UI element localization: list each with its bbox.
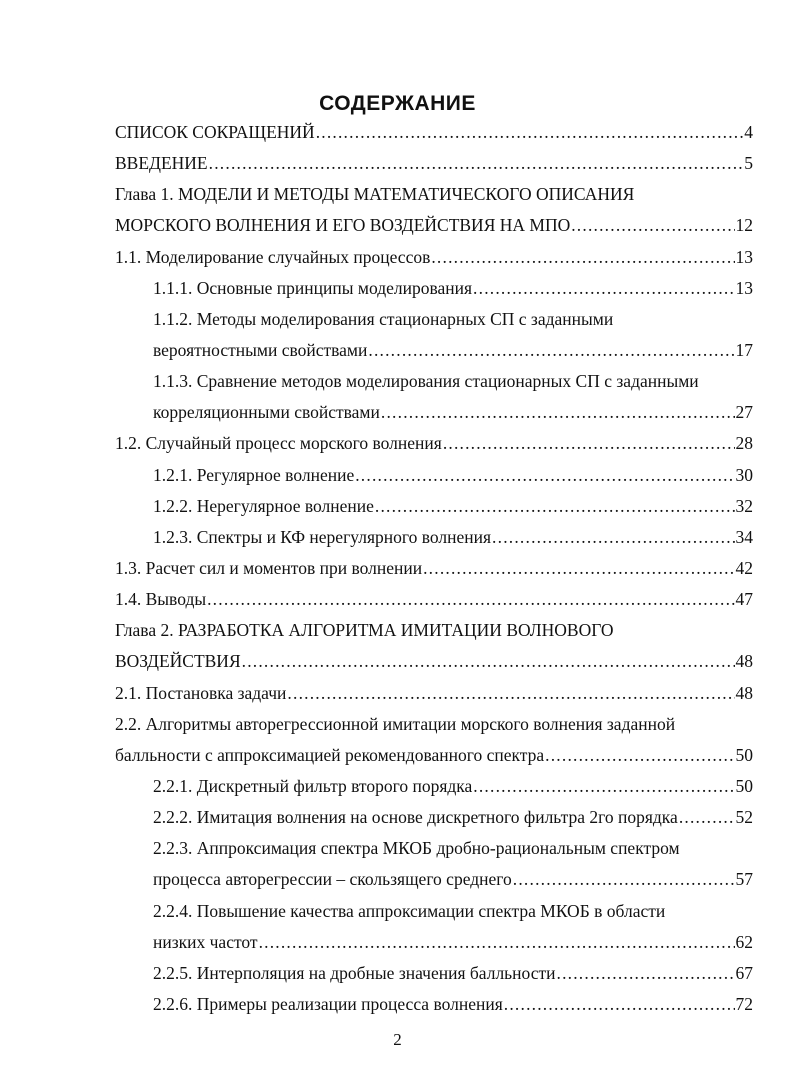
dot-leader: [381, 397, 735, 428]
toc-entry-text: корреляционными свойствами: [153, 402, 380, 423]
toc-entry-text: 1.2.2. Нерегулярное волнение: [153, 495, 374, 516]
page-number: 2: [393, 1030, 402, 1049]
toc-entry: [115, 491, 753, 522]
toc-entry: [115, 242, 753, 273]
toc-entry-text: 2.2.6. Примеры реализации процесса волнения: [153, 993, 503, 1014]
toc-entry-line: [115, 864, 753, 895]
toc-entry-line: [115, 678, 753, 709]
dot-leader: [571, 210, 734, 241]
toc-entry-line: [115, 615, 753, 646]
toc-entry-page: 62: [735, 931, 753, 952]
dot-leader: [504, 989, 735, 1020]
dot-leader: [242, 646, 735, 677]
toc-entry-text: 1.2.3. Спектры и КФ нерегулярного волнения: [153, 526, 492, 547]
toc-entry-line: [115, 210, 753, 241]
toc-entry-text: ВОЗДЕЙСТВИЯ: [115, 651, 241, 672]
toc-entry-page: 5: [744, 153, 753, 174]
toc-entry-text: 2.2.5. Интерполяция на дробные значения балльности: [153, 962, 556, 983]
dot-leader: [513, 864, 735, 895]
toc-entry-line: [115, 553, 753, 584]
toc-entry-line: [115, 646, 753, 677]
toc-entry-line: [115, 802, 753, 833]
toc-entry-text: 2.2.2. Имитация волнения на основе дискретного фильтра 2го порядка: [153, 807, 678, 828]
dot-leader: [557, 958, 735, 989]
toc-entry-text: ВВЕДЕНИЕ: [115, 153, 208, 174]
toc-entry-page: 13: [735, 246, 753, 267]
toc-entry-text: 2.2. Алгоритмы авторегрессионной имитации морского волнения заданной: [115, 713, 676, 734]
toc-entry-text: МОРСКОГО ВОЛНЕНИЯ И ЕГО ВОЗДЕЙСТВИЯ НА МПО: [115, 215, 571, 236]
toc-entry: [115, 304, 753, 366]
dot-leader: [679, 802, 735, 833]
toc-entry-text: 1.2.1. Регулярное волнение: [153, 464, 355, 485]
toc-entry-page: 57: [735, 869, 753, 890]
toc-entry-line: [115, 896, 753, 927]
toc-title: СОДЕРЖАНИЕ: [319, 92, 476, 115]
dot-leader: [492, 522, 734, 553]
toc-entry: [115, 522, 753, 553]
toc-entry-line: [115, 397, 753, 428]
toc-entry-text: 2.1. Постановка задачи: [115, 682, 287, 703]
toc-entry-line: [115, 491, 753, 522]
toc-entry-page: 72: [735, 993, 753, 1014]
toc-entry: [115, 771, 753, 802]
toc-entry: [115, 179, 753, 241]
toc-entry-line: [115, 989, 753, 1020]
toc-entry-text: вероятностными свойствами: [153, 339, 368, 360]
toc-entry-line: [115, 771, 753, 802]
toc-entry-page: 52: [735, 807, 753, 828]
toc-entry-line: [115, 709, 753, 740]
toc-entry-line: [115, 522, 753, 553]
toc-entry: [115, 989, 753, 1020]
toc-entry-line: [115, 428, 753, 459]
toc-entry-page: 28: [735, 433, 753, 454]
toc-entry-text: 1.1.1. Основные принципы моделирования: [153, 277, 473, 298]
toc-entry-line: [115, 148, 753, 179]
toc-entry-text: 1.2. Случайный процесс морского волнения: [115, 433, 442, 454]
toc-entry-page: 17: [735, 339, 753, 360]
dot-leader: [375, 491, 735, 522]
dot-leader: [368, 335, 734, 366]
toc-entry: [115, 273, 753, 304]
toc-entry-text: 1.4. Выводы: [115, 589, 207, 610]
toc-entry: [115, 678, 753, 709]
toc-entry: [115, 428, 753, 459]
dot-leader: [423, 553, 734, 584]
toc-entry-text: балльности с аппроксимацией рекомендованного спектра: [115, 744, 545, 765]
toc-entry-text: 2.2.3. Аппроксимация спектра МКОБ дробно-рациональным спектром: [153, 838, 680, 859]
toc-entry-line: [115, 460, 753, 491]
toc-entry-text: 1.1. Моделирование случайных процессов: [115, 246, 431, 267]
toc-entry-line: [115, 740, 753, 771]
toc-entry-page: 50: [735, 744, 753, 765]
toc-entry-page: 27: [735, 402, 753, 423]
toc-entry-line: [115, 584, 753, 615]
toc-entry: [115, 615, 753, 677]
toc-entry: [115, 896, 753, 958]
toc-entry: [115, 460, 753, 491]
toc-entry: [115, 709, 753, 771]
toc-entry: [115, 553, 753, 584]
dot-leader: [355, 460, 734, 491]
toc-entry-text: 1.1.3. Сравнение методов моделирования стационарных СП с заданными: [153, 371, 699, 392]
toc-entry-line: [115, 273, 753, 304]
toc-entry-page: 48: [735, 682, 753, 703]
toc-entry: [115, 802, 753, 833]
dot-leader: [431, 242, 734, 273]
dot-leader: [316, 117, 744, 148]
table-of-contents: [115, 117, 753, 1020]
toc-entry: [115, 958, 753, 989]
toc-entry-page: 4: [744, 122, 753, 142]
toc-entry-text: процесса авторегрессии – скользящего среднего: [153, 869, 512, 890]
toc-entry-text: Глава 1. МОДЕЛИ И МЕТОДЫ МАТЕМАТИЧЕСКОГО ОПИСАНИЯ: [115, 184, 635, 205]
toc-entry-page: 13: [735, 277, 753, 298]
toc-entry-page: 47: [735, 589, 753, 610]
toc-entry-line: [115, 833, 753, 864]
dot-leader: [473, 771, 734, 802]
toc-entry-line: [115, 179, 753, 210]
toc-entry-page: 12: [735, 215, 753, 236]
dot-leader: [207, 584, 734, 615]
toc-entry-text: 1.1.2. Методы моделирования стационарных СП с заданными: [153, 308, 614, 329]
toc-entry-text: 2.2.1. Дискретный фильтр второго порядка: [153, 775, 473, 796]
dot-leader: [473, 273, 734, 304]
toc-entry-line: [115, 242, 753, 273]
toc-entry-page: 32: [735, 495, 753, 516]
toc-entry: [115, 148, 753, 179]
dot-leader: [259, 927, 735, 958]
dot-leader: [443, 428, 735, 459]
toc-entry-page: 48: [735, 651, 753, 672]
dot-leader: [287, 678, 734, 709]
toc-entry-page: 30: [735, 464, 753, 485]
toc-entry: [115, 833, 753, 895]
toc-entry: [115, 584, 753, 615]
toc-entry-line: [115, 304, 753, 335]
toc-entry-text: Глава 2. РАЗРАБОТКА АЛГОРИТМА ИМИТАЦИИ ВОЛНОВОГО: [115, 620, 614, 641]
toc-entry-text: 2.2.4. Повышение качества аппроксимации спектра МКОБ в области: [153, 900, 666, 921]
toc-entry-page: 42: [735, 557, 753, 578]
toc-entry: [115, 117, 753, 148]
toc-entry-page: 50: [735, 775, 753, 796]
toc-entry-line: [115, 927, 753, 958]
toc-entry-text: 1.3. Расчет сил и моментов при волнении: [115, 557, 423, 578]
toc-entry-line: [115, 958, 753, 989]
toc-entry-line: [115, 335, 753, 366]
dot-leader: [545, 740, 734, 771]
toc-entry-text: СПИСОК СОКРАЩЕНИЙ: [115, 122, 315, 142]
dot-leader: [209, 148, 744, 179]
toc-entry-line: [115, 117, 753, 148]
toc-entry-page: 67: [735, 962, 753, 983]
toc-entry-page: 34: [735, 526, 753, 547]
toc-entry-text: низких частот: [153, 931, 258, 952]
toc-entry: [115, 366, 753, 428]
toc-entry-line: [115, 366, 753, 397]
